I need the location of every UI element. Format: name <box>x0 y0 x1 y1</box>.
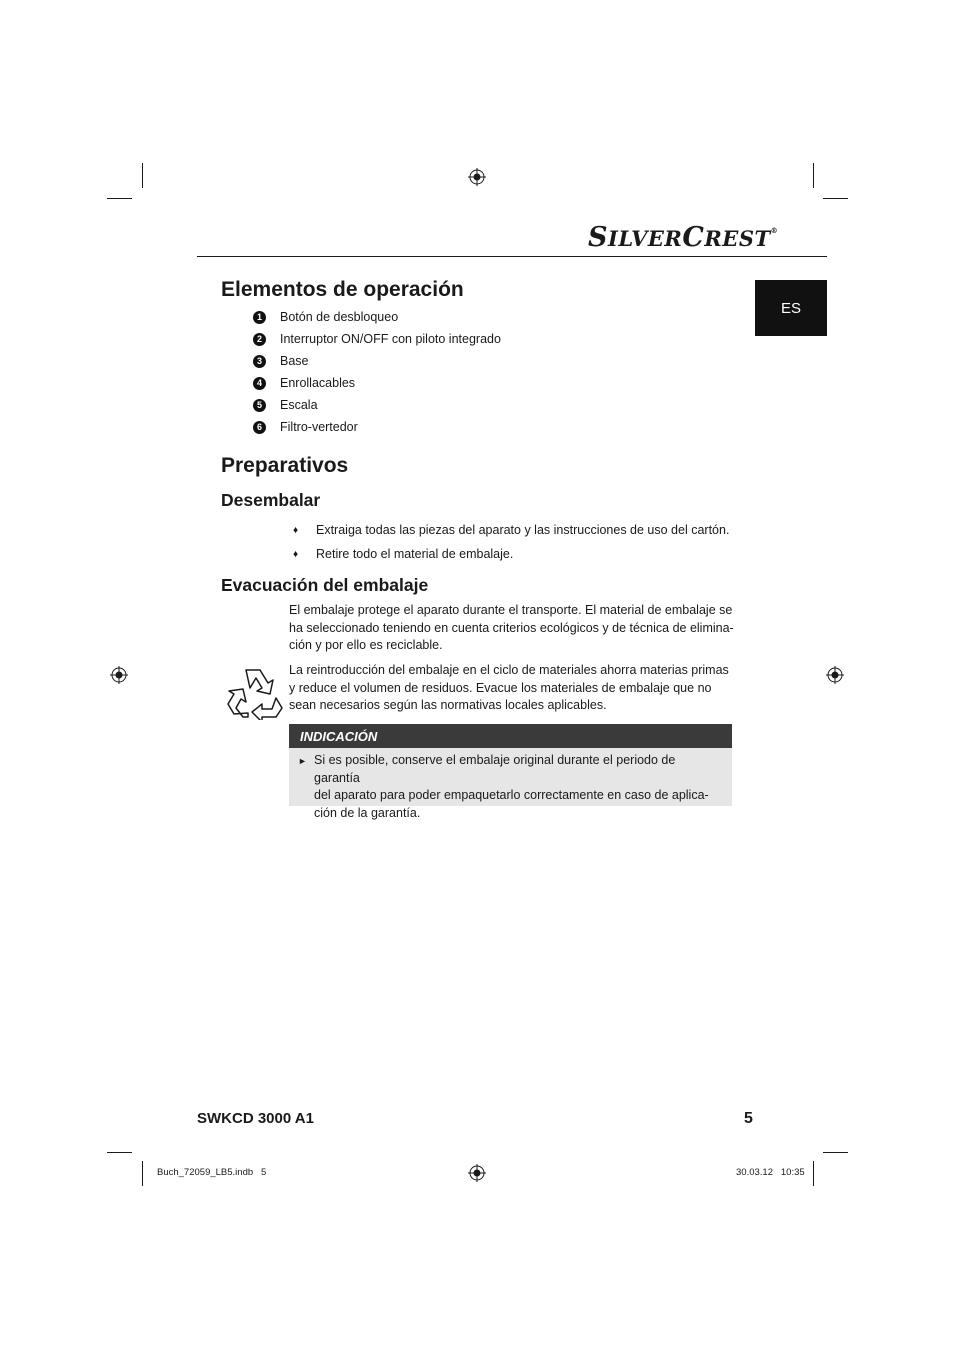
bullet-text: Retire todo el material de embalaje. <box>316 547 514 561</box>
note-body <box>289 748 732 822</box>
slug-date: 30.03.12 10:35 <box>736 1167 805 1178</box>
registration-mark-icon <box>826 666 844 684</box>
subsection-title-desembalar: Desembalar <box>221 490 321 510</box>
registration-mark-icon <box>468 1164 486 1182</box>
controls-list <box>253 306 501 438</box>
item-label: Escala <box>280 398 318 412</box>
crop-mark <box>142 163 143 188</box>
list-item <box>253 416 501 438</box>
item-label: Interruptor ON/OFF con piloto integrado <box>280 332 501 346</box>
crop-mark <box>107 1152 132 1153</box>
item-number: 4 <box>253 377 266 390</box>
item-number: 3 <box>253 355 266 368</box>
note-text: Si es posible, conserve el embalaje original durante el periodo de garantía del aparato para poder empaquetarlo correctamente en caso de aplica- ción de la garantía. <box>314 753 709 820</box>
bullet-text: Extraiga todas las piezas del aparato y las instrucciones de uso del cartón. <box>316 523 730 537</box>
list-item <box>253 394 501 416</box>
arrow-right-icon: ► <box>298 756 307 766</box>
footer-model: SWKCD 3000 A1 <box>197 1110 314 1127</box>
list-item <box>253 328 501 350</box>
recycle-icon <box>226 664 284 720</box>
list-item <box>293 520 729 540</box>
brand-logo: SILVERCREST® <box>588 222 779 253</box>
unpack-list <box>293 520 729 564</box>
list-item <box>293 544 729 564</box>
section-title-elementos: Elementos de operación <box>221 278 464 301</box>
crop-mark <box>142 1161 143 1186</box>
crop-mark <box>813 163 814 188</box>
item-label: Botón de desbloqueo <box>280 310 399 324</box>
language-tab: ES <box>755 280 827 336</box>
note-box <box>289 724 732 820</box>
list-item <box>253 306 501 328</box>
header-rule <box>197 256 827 257</box>
disposal-paragraph-1: El embalaje protege el aparato durante el transporte. El material de embalaje se ha seleccionado teniendo en cuenta criterios ecológicos y de técnica de elimina- ción y por ello es reciclable. <box>289 603 734 653</box>
subsection-title-evacuacion: Evacuación del embalaje <box>221 575 429 595</box>
page-number: 5 <box>744 1110 753 1127</box>
note-title: INDICACIÓN <box>289 724 732 748</box>
section-title-preparativos: Preparativos <box>221 454 349 477</box>
crop-mark <box>823 198 848 199</box>
bullet-diamond-icon: ♦ <box>293 524 299 536</box>
crop-mark <box>107 198 132 199</box>
item-number: 5 <box>253 399 266 412</box>
item-label: Base <box>280 354 309 368</box>
item-label: Filtro-vertedor <box>280 420 358 434</box>
item-number: 6 <box>253 421 266 434</box>
bullet-diamond-icon: ♦ <box>293 548 299 560</box>
disposal-paragraph-2: La reintroducción del embalaje en el ciclo de materiales ahorra materias primas y reduce el volumen de residuos. Evacue los materiales de embalaje que no sean necesarios según las normativas locales aplicables. <box>289 663 729 713</box>
item-number: 2 <box>253 333 266 346</box>
crop-mark <box>813 1161 814 1186</box>
list-item <box>253 350 501 372</box>
item-number: 1 <box>253 311 266 324</box>
crop-mark <box>823 1152 848 1153</box>
item-label: Enrollacables <box>280 376 356 390</box>
slug-file: Buch_72059_LB5.indb 5 <box>157 1167 267 1178</box>
registration-mark-icon <box>468 168 486 186</box>
registration-mark-icon <box>110 666 128 684</box>
list-item <box>253 372 501 394</box>
